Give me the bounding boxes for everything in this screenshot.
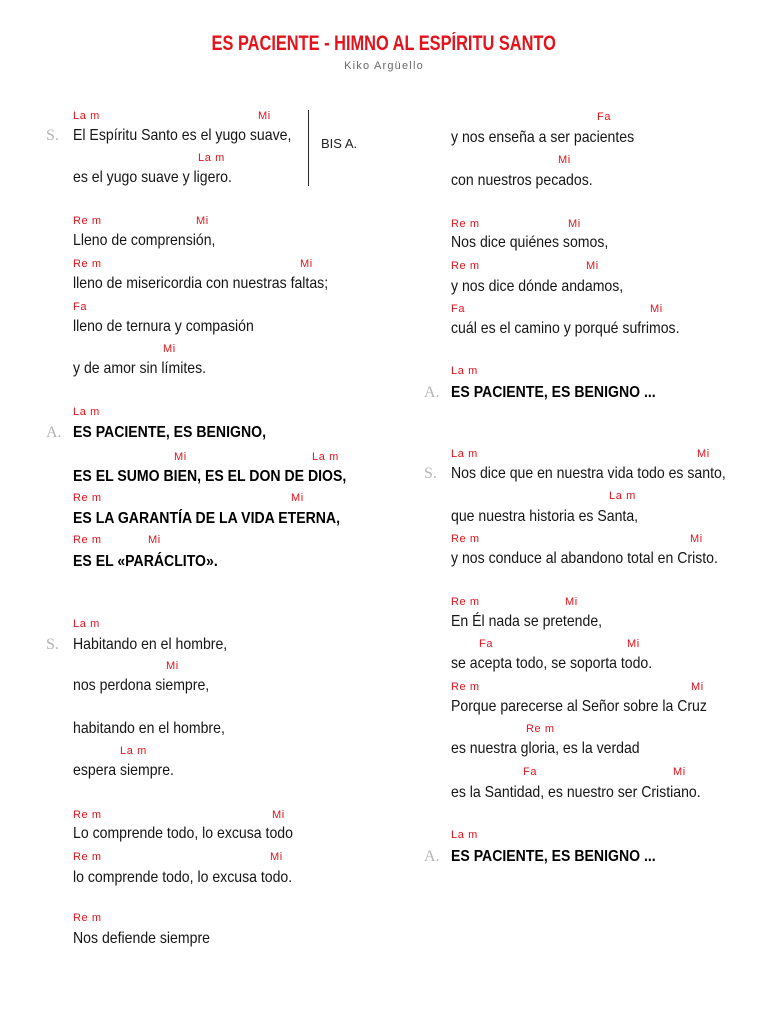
chord: Re m — [73, 258, 102, 270]
chord: Mi — [174, 451, 187, 463]
lyric-line: que nuestra historia es Santa, — [451, 508, 639, 525]
chord: Mi — [272, 809, 285, 821]
chord: Re m — [451, 218, 480, 230]
chord: Re m — [73, 809, 102, 821]
bis-label: BIS A. — [321, 136, 358, 151]
bis-bracket-line — [308, 110, 309, 186]
lyric-line: se acepta todo, se soporta todo. — [451, 655, 653, 672]
lyric-line: habitando en el hombre, — [73, 720, 225, 737]
chord: Mi — [270, 851, 283, 863]
chord: La m — [198, 152, 225, 164]
lyric-line: espera siempre. — [73, 762, 174, 779]
section-label: A. — [424, 384, 440, 401]
lyric-line: es la Santidad, es nuestro ser Cristiano. — [451, 784, 701, 801]
lyric-line: nos perdona siempre, — [73, 677, 210, 694]
chord: Re m — [451, 533, 480, 545]
chorus-line: ES PACIENTE, ES BENIGNO ... — [451, 384, 656, 401]
section-label: A. — [424, 848, 440, 865]
chord: La m — [312, 451, 339, 463]
lyric-line: y de amor sin límites. — [73, 360, 207, 377]
chord: Re m — [526, 723, 555, 735]
chord: Mi — [697, 448, 710, 460]
lyric-line: Lleno de comprensión, — [73, 232, 216, 249]
chord: Re m — [451, 596, 480, 608]
lyric-line: Habitando en el hombre, — [73, 636, 228, 653]
chord: Fa — [73, 301, 88, 313]
chord: La m — [451, 365, 478, 377]
section-label: S. — [46, 636, 59, 653]
section-label: S. — [424, 465, 437, 482]
section-label: S. — [46, 127, 59, 144]
chord: Mi — [196, 215, 209, 227]
chord: Mi — [163, 343, 176, 355]
song-title — [0, 31, 768, 57]
lyric-line: y nos enseña a ser pacientes — [451, 129, 635, 146]
chord: Mi — [148, 534, 161, 546]
song-title-text: ES PACIENTE - HIMNO AL ESPÍRITU SANTO — [211, 32, 557, 55]
composer: Kiko Argüello — [344, 60, 424, 72]
chord: Re m — [451, 681, 480, 693]
chord: Re m — [451, 260, 480, 272]
chord: Re m — [73, 851, 102, 863]
chord: Re m — [73, 215, 102, 227]
chord: Mi — [300, 258, 313, 270]
chord: La m — [73, 110, 100, 122]
chord: Mi — [291, 492, 304, 504]
lyric-line: cuál es el camino y porqué sufrimos. — [451, 320, 680, 337]
chord: Mi — [673, 766, 686, 778]
lyric-line: Nos defiende siempre — [73, 930, 210, 947]
chorus-line: ES LA GARANTÍA DE LA VIDA ETERNA, — [73, 510, 341, 527]
lyric-line: lleno de misericordia con nuestras faltas; — [73, 275, 329, 292]
chord: Mi — [568, 218, 581, 230]
lyric-line: Nos dice que en nuestra vida todo es santo, — [451, 465, 726, 482]
chord: Mi — [565, 596, 578, 608]
chord: Re m — [73, 534, 102, 546]
chord: Fa — [479, 638, 494, 650]
lyric-line: es nuestra gloria, es la verdad — [451, 740, 640, 757]
chord: Re m — [73, 492, 102, 504]
chorus-line: ES EL «PARÁCLITO». — [73, 553, 218, 570]
chord: Mi — [558, 154, 571, 166]
lyric-line: lleno de ternura y compasión — [73, 318, 254, 335]
chord: La m — [451, 448, 478, 460]
chord: La m — [120, 745, 147, 757]
lyric-line: Lo comprende todo, lo excusa todo — [73, 825, 293, 842]
chord: La m — [73, 406, 100, 418]
lyric-line: y nos conduce al abandono total en Cristo. — [451, 550, 718, 567]
chorus-line: ES PACIENTE, ES BENIGNO, — [73, 424, 266, 441]
chord: Fa — [451, 303, 466, 315]
chord: La m — [609, 490, 636, 502]
chord: Re m — [73, 912, 102, 924]
lyric-line: lo comprende todo, lo excusa todo. — [73, 869, 293, 886]
chord: Mi — [258, 110, 271, 122]
chord: La m — [451, 829, 478, 841]
chord: Fa — [597, 111, 612, 123]
lyric-line: con nuestros pecados. — [451, 172, 593, 189]
chorus-line: ES PACIENTE, ES BENIGNO ... — [451, 848, 656, 865]
lyric-line: es el yugo suave y ligero. — [73, 169, 232, 186]
chord: Mi — [627, 638, 640, 650]
lyric-line: Nos dice quiénes somos, — [451, 234, 609, 251]
chorus-line: ES EL SUMO BIEN, ES EL DON DE DIOS, — [73, 468, 347, 485]
lyric-line: Porque parecerse al Señor sobre la Cruz — [451, 698, 707, 715]
lyric-line: En Él nada se pretende, — [451, 613, 603, 630]
chord: Fa — [523, 766, 538, 778]
chord: La m — [73, 618, 100, 630]
chord: Mi — [691, 681, 704, 693]
chord: Mi — [690, 533, 703, 545]
section-label: A. — [46, 424, 62, 441]
chord: Mi — [166, 660, 179, 672]
lyric-line: El Espíritu Santo es el yugo suave, — [73, 127, 292, 144]
chord: Mi — [586, 260, 599, 272]
lyric-line: y nos dice dónde andamos, — [451, 278, 624, 295]
chord: Mi — [650, 303, 663, 315]
